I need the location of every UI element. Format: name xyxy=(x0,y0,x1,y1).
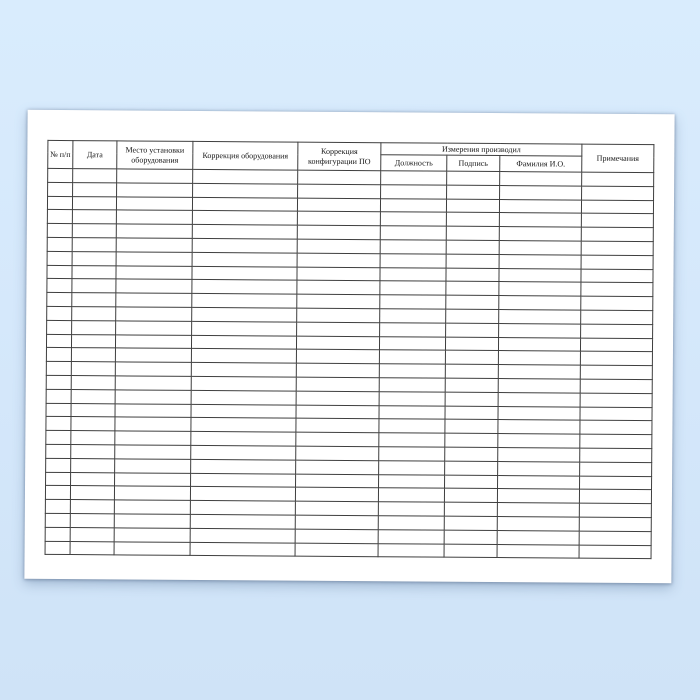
empty-cell-place xyxy=(114,541,190,555)
empty-cell-equip xyxy=(192,225,297,240)
empty-cell-place xyxy=(116,196,192,210)
empty-cell-equip xyxy=(190,542,295,557)
empty-cell-place xyxy=(117,169,193,183)
empty-cell-name xyxy=(497,530,579,544)
empty-cell-signature xyxy=(444,488,497,502)
empty-cell-software xyxy=(296,391,379,405)
empty-cell-name xyxy=(500,172,582,186)
empty-cell-equip xyxy=(190,528,295,543)
empty-cell-date xyxy=(71,431,115,445)
empty-cell-date xyxy=(71,417,115,431)
empty-cell-equip xyxy=(191,335,296,350)
empty-cell-date xyxy=(72,307,116,321)
empty-cell-name xyxy=(498,434,580,448)
col-header-signature: Подпись xyxy=(447,155,500,171)
empty-cell-place xyxy=(115,459,191,473)
empty-cell-equip xyxy=(191,390,296,405)
empty-cell-equip xyxy=(191,376,296,391)
empty-cell-name xyxy=(497,516,579,530)
empty-cell-notes xyxy=(580,351,652,365)
empty-cell-num xyxy=(45,541,70,555)
empty-cell-place xyxy=(115,362,191,376)
empty-cell-equip xyxy=(192,294,297,309)
empty-cell-equip xyxy=(192,307,297,322)
empty-cell-name xyxy=(498,475,580,489)
journal-table xyxy=(45,140,655,560)
empty-cell-name xyxy=(498,420,580,434)
empty-cell-position xyxy=(380,281,446,295)
empty-cell-software xyxy=(296,377,379,391)
empty-cell-signature xyxy=(445,337,498,351)
empty-cell-position xyxy=(379,391,445,405)
empty-cell-place xyxy=(115,390,191,404)
empty-cell-signature xyxy=(445,364,498,378)
col-header-equipment-correction: Коррекция оборудования xyxy=(193,141,298,170)
empty-cell-place xyxy=(114,528,190,542)
empty-cell-software xyxy=(297,294,380,308)
empty-cell-date xyxy=(71,458,115,472)
empty-cell-notes xyxy=(579,545,651,559)
empty-cell-software xyxy=(296,363,379,377)
empty-cell-position xyxy=(379,447,445,461)
empty-cell-notes xyxy=(579,489,651,503)
empty-cell-equip xyxy=(191,418,296,433)
empty-cell-name xyxy=(499,310,581,324)
empty-cell-position xyxy=(380,198,446,212)
empty-cell-name xyxy=(497,544,579,558)
empty-cell-position xyxy=(379,350,445,364)
empty-cell-name xyxy=(498,378,580,392)
empty-cell-software xyxy=(298,170,381,184)
empty-cell-date xyxy=(71,334,115,348)
empty-cell-num xyxy=(46,389,71,403)
empty-cell-notes xyxy=(581,338,653,352)
empty-cell-signature xyxy=(446,254,499,268)
empty-cell-place xyxy=(115,348,191,362)
empty-cell-software xyxy=(297,198,380,212)
empty-cell-software xyxy=(297,308,380,322)
empty-cell-name xyxy=(499,296,581,310)
empty-cell-equip xyxy=(192,321,297,336)
empty-cell-software xyxy=(298,184,381,198)
empty-cell-signature xyxy=(444,516,497,530)
empty-cell-signature xyxy=(445,378,498,392)
empty-cell-num xyxy=(47,293,72,307)
table-body xyxy=(45,168,654,559)
empty-cell-date xyxy=(72,251,116,265)
empty-cell-notes xyxy=(580,462,652,476)
col-header-notes: Примечания xyxy=(582,144,654,173)
empty-cell-date xyxy=(72,210,116,224)
empty-cell-notes xyxy=(579,503,651,517)
empty-cell-place xyxy=(117,183,193,197)
empty-cell-notes xyxy=(579,531,651,545)
empty-cell-notes xyxy=(579,517,651,531)
col-header-date: Дата xyxy=(73,141,117,169)
col-header-position: Должность xyxy=(381,155,447,171)
empty-cell-notes xyxy=(580,420,652,434)
empty-cell-position xyxy=(380,267,446,281)
empty-cell-date xyxy=(71,362,115,376)
empty-cell-num xyxy=(48,168,73,182)
table-header xyxy=(48,140,654,172)
empty-cell-signature xyxy=(445,351,498,365)
empty-cell-name xyxy=(499,213,581,227)
empty-cell-num xyxy=(47,196,72,210)
empty-cell-signature xyxy=(445,461,498,475)
paper-sheet xyxy=(24,110,674,584)
empty-cell-notes xyxy=(582,172,654,186)
empty-cell-name xyxy=(498,447,580,461)
empty-cell-place xyxy=(116,265,192,279)
empty-cell-place xyxy=(116,293,192,307)
empty-cell-place xyxy=(116,252,192,266)
empty-cell-date xyxy=(72,293,116,307)
empty-cell-notes xyxy=(580,434,652,448)
empty-cell-num xyxy=(45,527,70,541)
empty-cell-position xyxy=(380,212,446,226)
empty-cell-position xyxy=(379,405,445,419)
empty-cell-notes xyxy=(580,476,652,490)
col-header-install-place: Место установки оборудования xyxy=(117,141,193,170)
empty-cell-date xyxy=(70,486,114,500)
empty-cell-position xyxy=(380,240,446,254)
empty-cell-equip xyxy=(191,349,296,364)
empty-cell-position xyxy=(381,171,447,185)
empty-cell-equip xyxy=(192,211,297,226)
empty-cell-notes xyxy=(580,448,652,462)
empty-cell-name xyxy=(500,185,582,199)
empty-cell-position xyxy=(378,516,444,530)
empty-cell-date xyxy=(72,196,116,210)
empty-cell-name xyxy=(499,241,581,255)
empty-cell-num xyxy=(47,251,72,265)
empty-cell-num xyxy=(46,334,71,348)
empty-cell-position xyxy=(379,419,445,433)
empty-cell-notes xyxy=(581,241,653,255)
empty-cell-position xyxy=(378,529,444,543)
empty-cell-date xyxy=(72,238,116,252)
empty-cell-num xyxy=(46,417,71,431)
empty-cell-num xyxy=(48,182,73,196)
empty-cell-equip xyxy=(190,501,295,516)
empty-cell-place xyxy=(116,279,192,293)
empty-cell-notes xyxy=(581,200,653,214)
empty-cell-place xyxy=(115,417,191,431)
empty-cell-position xyxy=(380,226,446,240)
empty-cell-place xyxy=(115,445,191,459)
empty-cell-date xyxy=(70,541,114,555)
empty-cell-place xyxy=(115,472,191,486)
empty-cell-software xyxy=(295,529,378,543)
empty-cell-notes xyxy=(580,407,652,421)
empty-cell-notes xyxy=(580,379,652,393)
empty-cell-equip xyxy=(192,197,297,212)
empty-cell-software xyxy=(296,460,379,474)
empty-cell-software xyxy=(297,322,380,336)
empty-cell-num xyxy=(47,210,72,224)
col-header-fullname: Фамилия И.О. xyxy=(500,156,582,173)
empty-cell-notes xyxy=(582,186,654,200)
empty-cell-date xyxy=(70,500,114,514)
empty-cell-place xyxy=(116,224,192,238)
empty-cell-name xyxy=(497,489,579,503)
col-header-software-correction: Коррекция конфигурации ПО xyxy=(298,142,381,171)
empty-cell-name xyxy=(498,365,580,379)
empty-cell-equip xyxy=(191,459,296,474)
empty-cell-date xyxy=(71,376,115,390)
empty-cell-software xyxy=(296,349,379,363)
empty-cell-position xyxy=(380,253,446,267)
empty-cell-date xyxy=(70,527,114,541)
empty-cell-name xyxy=(498,406,580,420)
empty-cell-signature xyxy=(446,199,499,213)
empty-cell-num xyxy=(47,306,72,320)
empty-cell-signature xyxy=(446,226,499,240)
empty-cell-name xyxy=(499,254,581,268)
empty-cell-position xyxy=(379,460,445,474)
empty-cell-notes xyxy=(581,310,653,324)
empty-cell-place xyxy=(116,321,192,335)
empty-cell-equip xyxy=(191,473,296,488)
empty-cell-place xyxy=(114,486,190,500)
empty-cell-position xyxy=(378,543,444,557)
empty-cell-date xyxy=(72,320,116,334)
empty-cell-date xyxy=(72,265,116,279)
empty-cell-equip xyxy=(190,487,295,502)
empty-cell-date xyxy=(71,403,115,417)
empty-cell-position xyxy=(380,309,446,323)
empty-cell-software xyxy=(296,474,379,488)
empty-cell-name xyxy=(499,268,581,282)
empty-cell-notes xyxy=(581,282,653,296)
empty-cell-num xyxy=(45,486,70,500)
col-header-number: № п/п xyxy=(48,140,73,168)
empty-cell-software xyxy=(296,336,379,350)
empty-cell-notes xyxy=(581,269,653,283)
empty-cell-software xyxy=(295,487,378,501)
empty-cell-signature xyxy=(446,282,499,296)
empty-cell-signature xyxy=(446,295,499,309)
empty-cell-equip xyxy=(192,238,297,253)
empty-cell-date xyxy=(70,513,114,527)
empty-cell-name xyxy=(499,199,581,213)
empty-cell-name xyxy=(499,282,581,296)
empty-cell-num xyxy=(47,279,72,293)
empty-cell-notes xyxy=(581,296,653,310)
empty-cell-place xyxy=(114,514,190,528)
empty-cell-signature xyxy=(444,544,497,558)
empty-cell-software xyxy=(295,543,378,557)
empty-cell-signature xyxy=(445,420,498,434)
empty-cell-equip xyxy=(191,432,296,447)
empty-cell-num xyxy=(46,444,71,458)
empty-cell-equip xyxy=(190,514,295,529)
empty-cell-date xyxy=(73,182,117,196)
empty-cell-equip xyxy=(191,363,296,378)
empty-cell-signature xyxy=(446,309,499,323)
empty-cell-software xyxy=(297,212,380,226)
empty-cell-notes xyxy=(581,214,653,228)
empty-cell-num xyxy=(45,500,70,514)
empty-cell-num xyxy=(47,320,72,334)
empty-cell-num xyxy=(46,375,71,389)
empty-cell-position xyxy=(379,433,445,447)
empty-cell-num xyxy=(47,224,72,238)
empty-cell-notes xyxy=(581,324,653,338)
empty-cell-software xyxy=(296,446,379,460)
empty-cell-signature xyxy=(447,185,500,199)
empty-cell-software xyxy=(296,405,379,419)
empty-cell-signature xyxy=(445,447,498,461)
empty-cell-place xyxy=(115,334,191,348)
empty-cell-signature xyxy=(446,213,499,227)
empty-cell-date xyxy=(71,444,115,458)
empty-cell-date xyxy=(72,279,116,293)
empty-cell-name xyxy=(498,392,580,406)
empty-cell-equip xyxy=(191,404,296,419)
empty-cell-signature xyxy=(444,502,497,516)
empty-cell-num xyxy=(45,513,70,527)
empty-cell-place xyxy=(115,431,191,445)
empty-cell-signature xyxy=(446,323,499,337)
empty-cell-notes xyxy=(580,393,652,407)
empty-cell-position xyxy=(379,336,445,350)
empty-cell-notes xyxy=(581,255,653,269)
empty-cell-num xyxy=(47,237,72,251)
empty-cell-name xyxy=(499,227,581,241)
empty-cell-equip xyxy=(193,183,298,198)
empty-cell-name xyxy=(498,337,580,351)
col-group-header-measured-by: Измерения производил xyxy=(381,143,582,156)
empty-cell-position xyxy=(379,378,445,392)
empty-cell-position xyxy=(379,474,445,488)
empty-cell-place xyxy=(116,210,192,224)
empty-cell-software xyxy=(297,225,380,239)
empty-cell-notes xyxy=(581,227,653,241)
empty-cell-name xyxy=(497,503,579,517)
empty-cell-date xyxy=(71,348,115,362)
empty-cell-software xyxy=(295,515,378,529)
empty-cell-date xyxy=(73,169,117,183)
table-row xyxy=(45,541,651,559)
empty-cell-signature xyxy=(446,240,499,254)
empty-cell-place xyxy=(116,307,192,321)
empty-cell-num xyxy=(46,431,71,445)
empty-cell-signature xyxy=(444,530,497,544)
empty-cell-position xyxy=(380,295,446,309)
empty-cell-equip xyxy=(193,169,298,184)
empty-cell-software xyxy=(297,253,380,267)
empty-cell-position xyxy=(379,364,445,378)
empty-cell-num xyxy=(46,348,71,362)
empty-cell-name xyxy=(499,323,581,337)
empty-cell-date xyxy=(71,389,115,403)
empty-cell-signature xyxy=(446,268,499,282)
empty-cell-equip xyxy=(192,252,297,267)
empty-cell-name xyxy=(498,351,580,365)
empty-cell-place xyxy=(114,500,190,514)
empty-cell-num xyxy=(47,265,72,279)
empty-cell-software xyxy=(295,501,378,515)
empty-cell-num xyxy=(46,362,71,376)
empty-cell-signature xyxy=(445,406,498,420)
empty-cell-num xyxy=(46,403,71,417)
empty-cell-software xyxy=(296,432,379,446)
empty-cell-software xyxy=(296,418,379,432)
empty-cell-position xyxy=(380,322,446,336)
empty-cell-place xyxy=(116,238,192,252)
empty-cell-signature xyxy=(445,392,498,406)
empty-cell-place xyxy=(115,403,191,417)
empty-cell-num xyxy=(46,472,71,486)
empty-cell-date xyxy=(71,472,115,486)
empty-cell-signature xyxy=(445,433,498,447)
empty-cell-equip xyxy=(192,266,297,281)
empty-cell-software xyxy=(297,239,380,253)
empty-cell-date xyxy=(72,224,116,238)
empty-cell-notes xyxy=(580,365,652,379)
empty-cell-software xyxy=(297,267,380,281)
empty-cell-position xyxy=(378,488,444,502)
empty-cell-num xyxy=(46,458,71,472)
empty-cell-software xyxy=(297,281,380,295)
empty-cell-signature xyxy=(447,171,500,185)
empty-cell-name xyxy=(498,461,580,475)
empty-cell-equip xyxy=(192,280,297,295)
empty-cell-position xyxy=(381,185,447,199)
empty-cell-place xyxy=(115,376,191,390)
empty-cell-equip xyxy=(191,445,296,460)
empty-cell-position xyxy=(378,502,444,516)
empty-cell-signature xyxy=(445,475,498,489)
